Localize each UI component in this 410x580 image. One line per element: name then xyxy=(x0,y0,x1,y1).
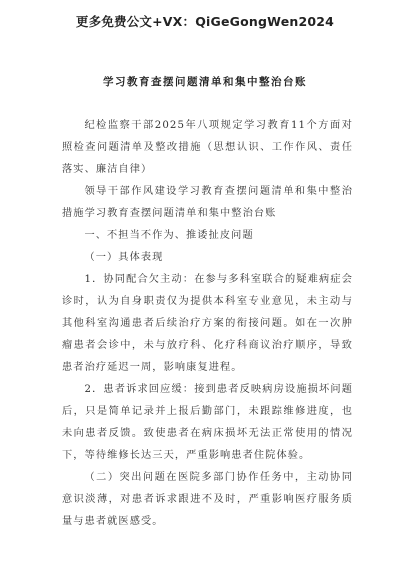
section-heading: 一、不担当不作为、推诿扯皮问题 xyxy=(84,230,254,241)
paragraph-subtitle: 领导干部作风建设学习教育查摆问题清单和集中整治措施学习教育查摆问题清单和集中整治台账 xyxy=(62,186,353,219)
paragraph-intro: 纪检监察干部2025年八项规定学习教育11个方面对照检查问题清单及整改措施（思想认识、工作作风、责任落实、廉洁自律） xyxy=(62,120,353,175)
document-body xyxy=(62,115,353,533)
document-title: 学习教育查摆问题清单和集中整治台账 xyxy=(103,76,307,88)
subsection-heading: （一）具体表现 xyxy=(84,252,164,263)
paragraph-item-2: 2．患者诉求回应缓：接到患者反映病房设施损坏问题后，只是简单记录并上报后勤部门，未跟踪维修进度，也未向患者反馈。致使患者在病床损坏无法正常使用的情况下，等待维修长达三天，严重影响患者住院体验。 xyxy=(62,384,353,461)
paragraph-item-1: 1．协同配合欠主动：在参与多科室联合的疑难病症会诊时，认为自身职责仅为提供本科室专业意见，未主动与其他科室沟通患者后续治疗方案的衔接问题。如在一次肿瘤患者会诊中，未与放疗科、化疗科商议治疗顺序，导致患者治疗延迟一周，影响康复进程。 xyxy=(62,274,353,373)
paragraph-item-3: （二）突出问题在医院多部门协作任务中，主动协同意识淡薄，对患者诉求跟进不及时，严重影响医疗服务质量与患者就医感受。 xyxy=(62,472,353,527)
promo-header: 更多免费公文+VX：QiGeGongWen2024 xyxy=(75,14,335,29)
